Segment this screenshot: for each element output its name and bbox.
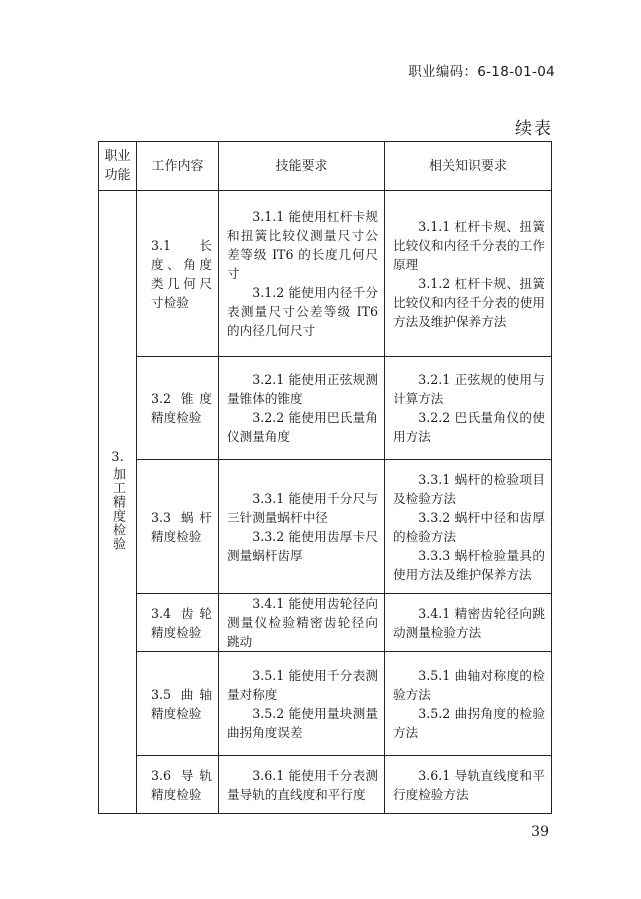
work-content: 3.2 锥度精度检验 (137, 357, 219, 460)
skill-cell (219, 652, 385, 756)
skill-item: 3.6.1 能使用千分表测量导轨的直线度和平行度 (227, 767, 378, 802)
table-row (99, 756, 552, 814)
skills-table (98, 141, 552, 814)
header-function-text: 职业 功能 (104, 149, 131, 183)
skill-item: 3.1.2 能使用内径千分表测量尺寸公差等级 IT6 的内径几何尺寸 (227, 285, 378, 338)
knowledge-item: 3.1.1 杠杆卡规、扭簧比较仪和内径千分表的工作原理 (393, 218, 545, 272)
skill-cell (219, 756, 385, 814)
function-cell (99, 191, 137, 814)
work-content: 3.3 蜗杆精度检验 (137, 460, 219, 594)
skill-item: 3.3.1 能使用千分尺与三针测量蜗杆中径 (227, 490, 378, 525)
knowledge-cell (385, 652, 552, 756)
knowledge-cell (385, 756, 552, 814)
knowledge-item: 3.4.1 精密齿轮径向跳动测量检验方法 (393, 605, 545, 640)
table-row (99, 460, 552, 594)
knowledge-cell (385, 191, 552, 357)
table-row (99, 652, 552, 756)
skill-item: 3.2.1 能使用正弦规测量锥体的锥度 (227, 372, 378, 406)
skill-item: 3.5.2 能使用量块测量曲拐角度误差 (227, 705, 378, 740)
skill-cell (219, 191, 385, 357)
work-content: 3.1 长度、角度类几何尺寸检验 (137, 191, 219, 357)
knowledge-item: 3.3.3 蜗杆检验量具的使用方法及维护保养方法 (393, 547, 545, 582)
knowledge-cell (385, 460, 552, 594)
table-header-row (99, 142, 552, 191)
function-name: 加工精度检验 (110, 466, 125, 551)
page-number: 39 (531, 824, 549, 840)
knowledge-item: 3.3.1 蜗杆的检验项目及检验方法 (393, 471, 545, 506)
work-content: 3.4 齿轮精度检验 (137, 594, 219, 652)
skill-item: 3.4.1 能使用齿轮径向测量仪检验精密齿轮径向跳动 (227, 596, 378, 649)
table-continued-label: 续表 (515, 119, 553, 139)
header-knowledge-requirements: 相关知识要求 (385, 142, 552, 191)
skill-item: 3.2.2 能使用巴氏量角仪测量角度 (227, 410, 378, 444)
skill-item: 3.3.2 能使用齿厚卡尺测量蜗杆齿厚 (227, 528, 378, 563)
knowledge-item: 3.6.1 导轨直线度和平行度检验方法 (393, 767, 545, 802)
knowledge-cell (385, 594, 552, 652)
knowledge-cell (385, 357, 552, 460)
knowledge-item: 3.2.2 巴氏量角仪的使用方法 (393, 410, 545, 444)
function-number: 3. (111, 449, 124, 465)
knowledge-item: 3.5.2 曲拐角度的检验方法 (393, 705, 545, 740)
skill-cell (219, 460, 385, 594)
skill-item: 3.5.1 能使用千分表测量对称度 (227, 667, 378, 702)
job-code: 职业编码：6-18-01-04 (408, 64, 555, 80)
header-function (99, 142, 137, 191)
knowledge-item: 3.5.1 曲轴对称度的检验方法 (393, 667, 545, 702)
header-work-content: 工作内容 (137, 142, 219, 191)
skill-item: 3.1.1 能使用杠杆卡规和扭簧比较仪测量尺寸公差等级 IT6 的长度几何尺寸 (227, 209, 378, 281)
knowledge-item: 3.2.1 正弦规的使用与计算方法 (393, 372, 545, 406)
skill-cell (219, 357, 385, 460)
skill-cell (219, 594, 385, 652)
table-row (99, 594, 552, 652)
work-content: 3.5 曲轴精度检验 (137, 652, 219, 756)
work-content: 3.6 导轨精度检验 (137, 756, 219, 814)
table-row (99, 357, 552, 460)
knowledge-item: 3.3.2 蜗杆中径和齿厚的检验方法 (393, 509, 545, 544)
table-row (99, 191, 552, 357)
knowledge-item: 3.1.2 杠杆卡规、扭簧比较仪和内径千分表的使用方法及维护保养方法 (393, 275, 545, 329)
header-skill-requirements: 技能要求 (219, 142, 385, 191)
